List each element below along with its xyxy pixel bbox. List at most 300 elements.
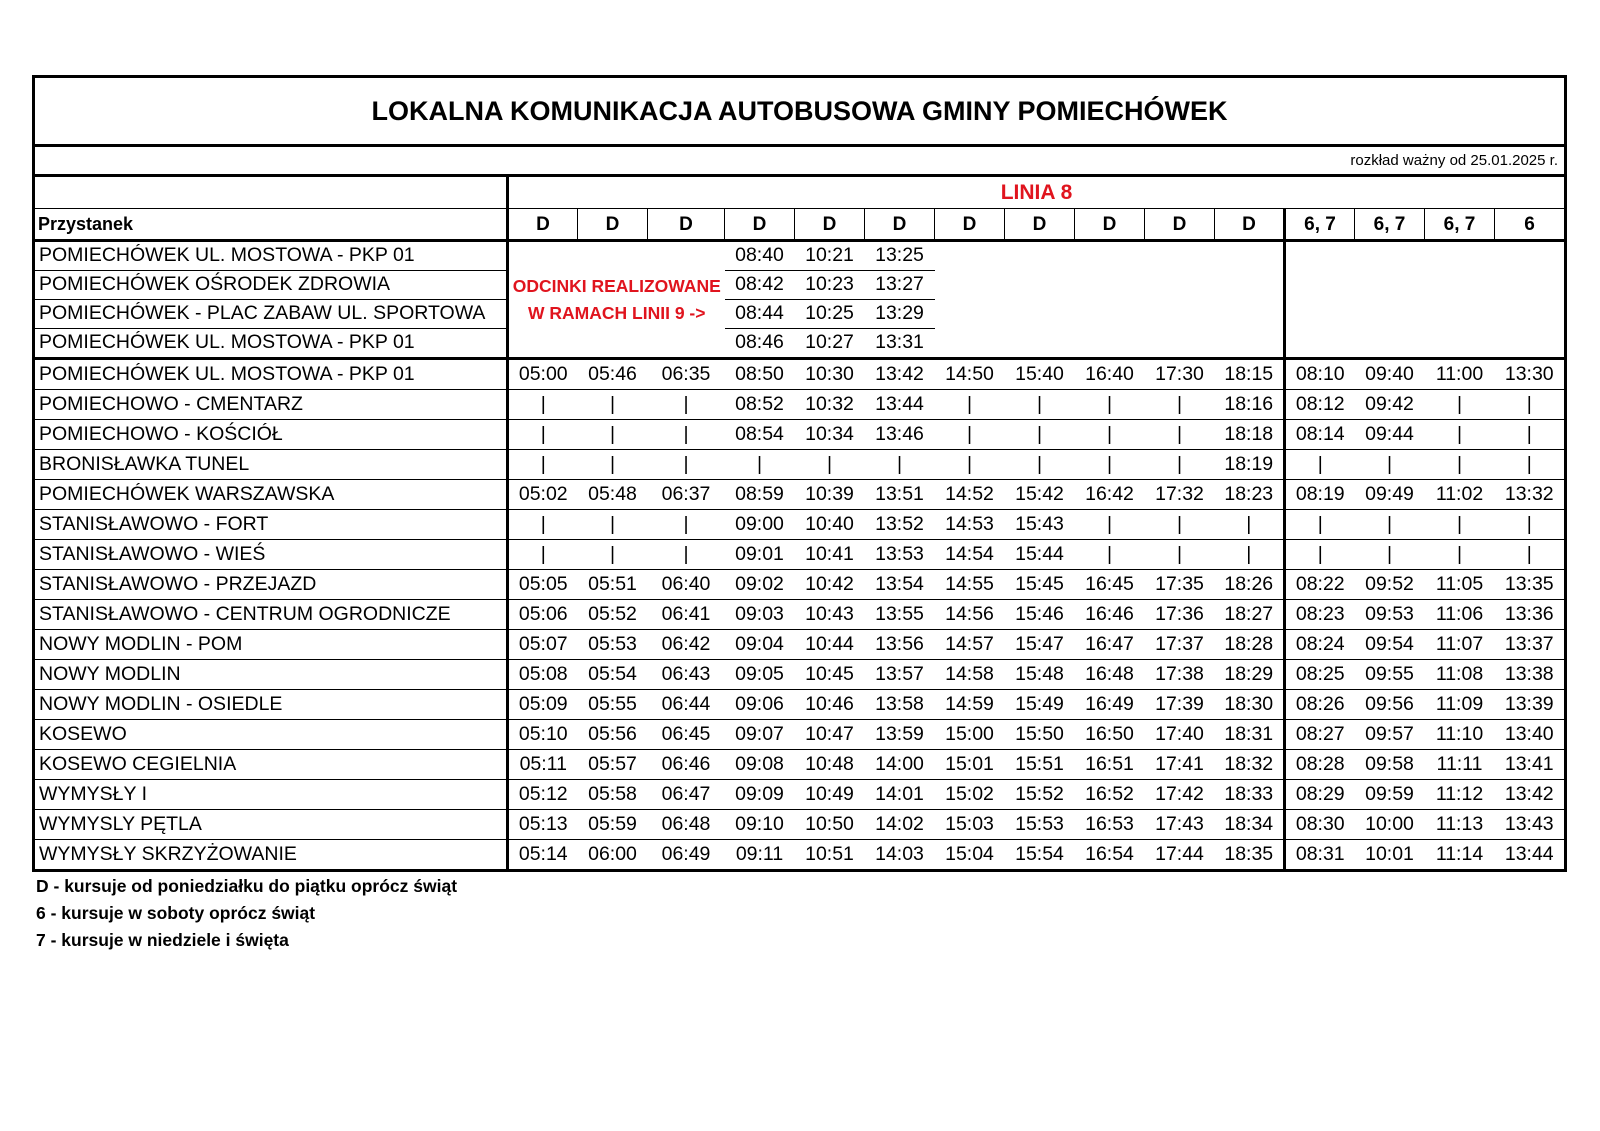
departure-time: 13:54 — [865, 570, 935, 600]
departure-time: 18:30 — [1215, 690, 1285, 720]
departure-time: 11:12 — [1425, 780, 1495, 810]
departure-time: 06:42 — [648, 630, 725, 660]
table-row — [34, 510, 1566, 540]
departure-time: 08:30 — [1285, 810, 1355, 840]
pass-through-mark: | — [1285, 510, 1355, 540]
pass-through-mark: | — [1285, 540, 1355, 570]
departure-time: 05:56 — [578, 720, 648, 750]
pass-through-mark: | — [1355, 510, 1425, 540]
stop-name: POMIECHÓWEK OŚRODEK ZDROWIA — [34, 271, 508, 300]
departure-time: 15:40 — [1005, 359, 1075, 390]
day-code-header: 6, 7 — [1285, 209, 1355, 241]
departure-time: 13:56 — [865, 630, 935, 660]
departure-time: 06:43 — [648, 660, 725, 690]
departure-time: 10:43 — [795, 600, 865, 630]
stop-name: BRONISŁAWKA TUNEL — [34, 450, 508, 480]
departure-time: 16:50 — [1075, 720, 1145, 750]
departure-time: 09:07 — [725, 720, 795, 750]
departure-time: 11:06 — [1425, 600, 1495, 630]
departure-time: 09:58 — [1355, 750, 1425, 780]
stop-name: POMIECHÓWEK UL. MOSTOWA - PKP 01 — [34, 241, 508, 271]
departure-time: 08:25 — [1285, 660, 1355, 690]
departure-time: 08:10 — [1285, 359, 1355, 390]
departure-time: 05:08 — [508, 660, 578, 690]
departure-time: 09:40 — [1355, 359, 1425, 390]
departure-time: 13:53 — [865, 540, 935, 570]
departure-time: 17:41 — [1145, 750, 1215, 780]
pass-through-mark: | — [1075, 510, 1145, 540]
table-row — [34, 690, 1566, 720]
line-name: LINIA 8 — [508, 176, 1566, 209]
pass-through-mark: | — [1425, 510, 1495, 540]
pass-through-mark: | — [1355, 450, 1425, 480]
pass-through-mark: | — [648, 510, 725, 540]
pass-through-mark: | — [508, 510, 578, 540]
departure-time: 16:51 — [1075, 750, 1145, 780]
departure-time: 13:35 — [1495, 570, 1566, 600]
departure-time: 13:37 — [1495, 630, 1566, 660]
departure-time: 09:55 — [1355, 660, 1425, 690]
departure-time: 14:00 — [865, 750, 935, 780]
empty-weekend-block — [1285, 241, 1566, 359]
departure-time: 18:33 — [1215, 780, 1285, 810]
departure-time: 08:42 — [725, 271, 795, 300]
departure-time: 13:43 — [1495, 810, 1566, 840]
departure-time: 09:02 — [725, 570, 795, 600]
departure-time: 13:44 — [865, 390, 935, 420]
pass-through-mark: | — [1075, 450, 1145, 480]
departure-time: 16:48 — [1075, 660, 1145, 690]
departure-time: 09:44 — [1355, 420, 1425, 450]
stop-name: STANISŁAWOWO - CENTRUM OGRODNICZE — [34, 600, 508, 630]
pass-through-mark: | — [508, 540, 578, 570]
departure-time: 17:37 — [1145, 630, 1215, 660]
departure-time: 06:00 — [578, 840, 648, 871]
departure-time: 09:05 — [725, 660, 795, 690]
departure-time: 08:50 — [725, 359, 795, 390]
pass-through-mark: | — [1495, 510, 1566, 540]
departure-time: 17:32 — [1145, 480, 1215, 510]
departure-time: 13:41 — [1495, 750, 1566, 780]
departure-time: 13:42 — [865, 359, 935, 390]
pass-through-mark: | — [1075, 420, 1145, 450]
departure-time: 15:00 — [935, 720, 1005, 750]
day-code-header: D — [935, 209, 1005, 241]
pass-through-mark: | — [578, 390, 648, 420]
departure-time: 18:28 — [1215, 630, 1285, 660]
stop-name: STANISŁAWOWO - PRZEJAZD — [34, 570, 508, 600]
departure-time: 14:54 — [935, 540, 1005, 570]
departure-time: 10:42 — [795, 570, 865, 600]
departure-time: 14:01 — [865, 780, 935, 810]
departure-time: 05:07 — [508, 630, 578, 660]
pass-through-mark: | — [578, 540, 648, 570]
pass-through-mark: | — [1355, 540, 1425, 570]
day-code-header: D — [508, 209, 578, 241]
stop-name: WYMYSLY PĘTLA — [34, 810, 508, 840]
departure-time: 17:40 — [1145, 720, 1215, 750]
pass-through-mark: | — [935, 450, 1005, 480]
pass-through-mark: | — [1215, 540, 1285, 570]
departure-time: 10:30 — [795, 359, 865, 390]
departure-time: 08:14 — [1285, 420, 1355, 450]
departure-time: 09:56 — [1355, 690, 1425, 720]
table-row — [34, 840, 1566, 871]
departure-time: 05:48 — [578, 480, 648, 510]
departure-time: 13:44 — [1495, 840, 1566, 871]
pass-through-mark: | — [648, 540, 725, 570]
departure-time: 05:58 — [578, 780, 648, 810]
pass-through-mark: | — [578, 510, 648, 540]
departure-time: 09:10 — [725, 810, 795, 840]
departure-time: 05:59 — [578, 810, 648, 840]
departure-time: 15:44 — [1005, 540, 1075, 570]
departure-time: 09:03 — [725, 600, 795, 630]
departure-time: 13:59 — [865, 720, 935, 750]
day-code-header: 6 — [1495, 209, 1566, 241]
departure-time: 06:45 — [648, 720, 725, 750]
departure-time: 06:48 — [648, 810, 725, 840]
departure-time: 17:44 — [1145, 840, 1215, 871]
departure-time: 18:26 — [1215, 570, 1285, 600]
departure-time: 05:06 — [508, 600, 578, 630]
departure-time: 10:25 — [795, 300, 865, 329]
line-9-segment-note: ODCINKI REALIZOWANE W RAMACH LINII 9 -> — [512, 275, 721, 323]
pass-through-mark: | — [1425, 540, 1495, 570]
timetable-sheet — [32, 75, 1564, 872]
stop-name: POMIECHÓWEK UL. MOSTOWA - PKP 01 — [34, 359, 508, 390]
departure-time: 05:02 — [508, 480, 578, 510]
departure-time: 17:42 — [1145, 780, 1215, 810]
stop-name: WYMYSŁY SKRZYŻOWANIE — [34, 840, 508, 871]
day-code-header: D — [578, 209, 648, 241]
stop-name: WYMYSŁY I — [34, 780, 508, 810]
departure-time: 10:21 — [795, 241, 865, 271]
departure-time: 08:22 — [1285, 570, 1355, 600]
departure-time: 14:56 — [935, 600, 1005, 630]
departure-time: 17:38 — [1145, 660, 1215, 690]
departure-time: 10:51 — [795, 840, 865, 871]
pass-through-mark: | — [1075, 390, 1145, 420]
departure-time: 14:59 — [935, 690, 1005, 720]
departure-time: 15:47 — [1005, 630, 1075, 660]
pass-through-mark: | — [1145, 390, 1215, 420]
departure-time: 08:28 — [1285, 750, 1355, 780]
departure-time: 08:27 — [1285, 720, 1355, 750]
departure-time: 13:32 — [1495, 480, 1566, 510]
departure-time: 10:39 — [795, 480, 865, 510]
stop-name: NOWY MODLIN - OSIEDLE — [34, 690, 508, 720]
departure-time: 11:09 — [1425, 690, 1495, 720]
pass-through-mark: | — [1425, 420, 1495, 450]
departure-time: 18:32 — [1215, 750, 1285, 780]
pass-through-mark: | — [1215, 510, 1285, 540]
departure-time: 08:44 — [725, 300, 795, 329]
pass-through-mark: | — [648, 420, 725, 450]
departure-time: 16:49 — [1075, 690, 1145, 720]
departure-time: 16:45 — [1075, 570, 1145, 600]
departure-time: 13:52 — [865, 510, 935, 540]
stop-name: KOSEWO CEGIELNIA — [34, 750, 508, 780]
table-row — [34, 420, 1566, 450]
departure-time: 09:06 — [725, 690, 795, 720]
departure-time: 08:19 — [1285, 480, 1355, 510]
pass-through-mark: | — [578, 420, 648, 450]
departure-time: 15:46 — [1005, 600, 1075, 630]
departure-time: 10:48 — [795, 750, 865, 780]
departure-time: 15:43 — [1005, 510, 1075, 540]
departure-time: 06:47 — [648, 780, 725, 810]
departure-time: 15:50 — [1005, 720, 1075, 750]
pass-through-mark: | — [1425, 450, 1495, 480]
departure-time: 17:39 — [1145, 690, 1215, 720]
departure-time: 10:45 — [795, 660, 865, 690]
departure-time: 14:03 — [865, 840, 935, 871]
departure-time: 05:52 — [578, 600, 648, 630]
departure-time: 08:46 — [735, 331, 784, 354]
departure-time: 11:07 — [1425, 630, 1495, 660]
departure-time: 15:54 — [1005, 840, 1075, 871]
departure-time: 09:09 — [725, 780, 795, 810]
departure-time: 08:29 — [1285, 780, 1355, 810]
pass-through-mark: | — [865, 450, 935, 480]
departure-time: 13:57 — [865, 660, 935, 690]
departure-time: 18:18 — [1215, 420, 1285, 450]
departure-time: 18:35 — [1215, 840, 1285, 871]
pass-through-mark: | — [1495, 420, 1566, 450]
departure-time: 14:52 — [935, 480, 1005, 510]
departure-time: 06:46 — [648, 750, 725, 780]
departure-time: 09:52 — [1355, 570, 1425, 600]
departure-time: 15:45 — [1005, 570, 1075, 600]
pass-through-mark: | — [1285, 450, 1355, 480]
departure-time: 09:59 — [1355, 780, 1425, 810]
table-row — [34, 720, 1566, 750]
departure-time: 14:57 — [935, 630, 1005, 660]
departure-time: 08:40 — [725, 241, 795, 271]
table-row — [34, 780, 1566, 810]
stop-name: POMIECHÓWEK WARSZAWSKA — [34, 480, 508, 510]
legend-7: 7 - kursuje w niedziele i święta — [36, 930, 289, 950]
departure-time: 09:54 — [1355, 630, 1425, 660]
departure-time: 18:29 — [1215, 660, 1285, 690]
departure-time: 18:16 — [1215, 390, 1285, 420]
table-row — [34, 450, 1566, 480]
departure-time: 10:00 — [1355, 810, 1425, 840]
pass-through-mark: | — [1495, 450, 1566, 480]
departure-time: 05:10 — [508, 720, 578, 750]
departure-time: 05:46 — [578, 359, 648, 390]
day-code-header: D — [1215, 209, 1285, 241]
departure-time: 11:14 — [1425, 840, 1495, 871]
pass-through-mark: | — [508, 450, 578, 480]
departure-time: 09:11 — [725, 840, 795, 871]
departure-time: 10:34 — [795, 420, 865, 450]
table-row — [34, 750, 1566, 780]
departure-time: 13:42 — [1495, 780, 1566, 810]
day-code-header: D — [1145, 209, 1215, 241]
departure-time: 06:44 — [648, 690, 725, 720]
departure-time: 09:57 — [1355, 720, 1425, 750]
departure-time: 15:52 — [1005, 780, 1075, 810]
table-row — [34, 660, 1566, 690]
departure-time: 16:54 — [1075, 840, 1145, 871]
pass-through-mark: | — [725, 450, 795, 480]
departure-time: 10:50 — [795, 810, 865, 840]
departure-time: 08:23 — [1285, 600, 1355, 630]
departure-time: 08:31 — [1285, 840, 1355, 871]
departure-time: 05:53 — [578, 630, 648, 660]
pass-through-mark: | — [648, 450, 725, 480]
departure-time: 10:23 — [795, 271, 865, 300]
departure-time: 15:48 — [1005, 660, 1075, 690]
pass-through-mark: | — [795, 450, 865, 480]
departure-time: 11:08 — [1425, 660, 1495, 690]
pass-through-mark: | — [1145, 510, 1215, 540]
departure-time: 05:00 — [508, 359, 578, 390]
line-header-blank — [34, 176, 508, 209]
valid-from-note: rozkład ważny od 25.01.2025 r. — [34, 146, 1566, 176]
departure-time: 09:00 — [725, 510, 795, 540]
departure-time: 18:15 — [1215, 359, 1285, 390]
day-code-header: D — [725, 209, 795, 241]
departure-time: 09:49 — [1355, 480, 1425, 510]
day-code-header: D — [865, 209, 935, 241]
departure-time: 05:11 — [508, 750, 578, 780]
departure-time: 18:19 — [1215, 450, 1285, 480]
departure-time: 16:42 — [1075, 480, 1145, 510]
table-row — [34, 540, 1566, 570]
departure-time: 09:01 — [725, 540, 795, 570]
pass-through-mark: | — [1495, 390, 1566, 420]
departure-time: 05:05 — [508, 570, 578, 600]
departure-time: 14:55 — [935, 570, 1005, 600]
departure-time: 13:38 — [1495, 660, 1566, 690]
departure-time: 08:52 — [725, 390, 795, 420]
departure-time: 16:40 — [1075, 359, 1145, 390]
stop-name: KOSEWO — [34, 720, 508, 750]
departure-time: 18:27 — [1215, 600, 1285, 630]
departure-time: 13:30 — [1495, 359, 1566, 390]
departure-time: 05:13 — [508, 810, 578, 840]
table-row — [34, 390, 1566, 420]
stop-name: STANISŁAWOWO - WIEŚ — [34, 540, 508, 570]
pass-through-mark: | — [1005, 390, 1075, 420]
pass-through-mark: | — [1495, 540, 1566, 570]
departure-time: 15:02 — [935, 780, 1005, 810]
table-row — [34, 810, 1566, 840]
departure-time: 14:02 — [865, 810, 935, 840]
pass-through-mark: | — [578, 450, 648, 480]
departure-time: 15:03 — [935, 810, 1005, 840]
departure-time: 09:08 — [725, 750, 795, 780]
departure-time: 09:04 — [725, 630, 795, 660]
departure-time: 13:29 — [865, 300, 935, 329]
departure-time: 13:46 — [865, 420, 935, 450]
departure-time: 16:47 — [1075, 630, 1145, 660]
stop-name: POMIECHOWO - CMENTARZ — [34, 390, 508, 420]
departure-time: 10:32 — [795, 390, 865, 420]
departure-time: 05:57 — [578, 750, 648, 780]
pass-through-mark: | — [935, 420, 1005, 450]
departure-time: 05:09 — [508, 690, 578, 720]
day-code-header: D — [648, 209, 725, 241]
table-row — [34, 630, 1566, 660]
departure-time: 16:52 — [1075, 780, 1145, 810]
departure-time: 06:49 — [648, 840, 725, 871]
departure-time: 14:58 — [935, 660, 1005, 690]
stop-name: POMIECHÓWEK - PLAC ZABAW UL. SPORTOWA — [34, 300, 508, 329]
departure-time: 10:46 — [795, 690, 865, 720]
departure-time: 11:00 — [1425, 359, 1495, 390]
departure-time: 11:02 — [1425, 480, 1495, 510]
pass-through-mark: | — [935, 390, 1005, 420]
departure-time: 09:42 — [1355, 390, 1425, 420]
departure-time: 05:54 — [578, 660, 648, 690]
departure-time: 11:13 — [1425, 810, 1495, 840]
departure-time: 17:35 — [1145, 570, 1215, 600]
departure-time: 05:55 — [578, 690, 648, 720]
departure-time: 05:51 — [578, 570, 648, 600]
departure-time: 06:40 — [648, 570, 725, 600]
departure-time: 13:31 — [875, 331, 924, 354]
pass-through-mark: | — [508, 390, 578, 420]
stop-name: POMIECHOWO - KOŚCIÓŁ — [34, 420, 508, 450]
departure-time: 15:42 — [1005, 480, 1075, 510]
departure-time: 10:01 — [1355, 840, 1425, 871]
departure-time: 09:53 — [1355, 600, 1425, 630]
pass-through-mark: | — [1145, 420, 1215, 450]
departure-time: 15:51 — [1005, 750, 1075, 780]
pass-through-mark: | — [1145, 540, 1215, 570]
departure-time: 11:11 — [1425, 750, 1495, 780]
pass-through-mark: | — [1145, 450, 1215, 480]
departure-time: 14:53 — [935, 510, 1005, 540]
day-code-header: D — [1005, 209, 1075, 241]
departure-time: 08:59 — [725, 480, 795, 510]
departure-time: 05:12 — [508, 780, 578, 810]
pass-through-mark: | — [648, 390, 725, 420]
pass-through-mark: | — [1005, 420, 1075, 450]
departure-time: 13:55 — [865, 600, 935, 630]
table-row — [34, 359, 1566, 390]
day-code-header: 6, 7 — [1355, 209, 1425, 241]
departure-time: 13:51 — [865, 480, 935, 510]
departure-time: 17:36 — [1145, 600, 1215, 630]
departure-time: 15:01 — [935, 750, 1005, 780]
departure-time: 06:37 — [648, 480, 725, 510]
table-row — [34, 570, 1566, 600]
departure-time: 17:43 — [1145, 810, 1215, 840]
departure-time: 11:05 — [1425, 570, 1495, 600]
departure-time: 06:35 — [648, 359, 725, 390]
day-code-header: D — [1075, 209, 1145, 241]
departure-time: 15:49 — [1005, 690, 1075, 720]
pass-through-mark: | — [508, 420, 578, 450]
departure-time: 16:53 — [1075, 810, 1145, 840]
empty-weekday-block — [935, 241, 1285, 359]
departure-time: 05:14 — [508, 840, 578, 871]
legend-d: D - kursuje od poniedziałku do piątku oprócz świąt — [36, 876, 458, 896]
departure-time: 17:30 — [1145, 359, 1215, 390]
stop-name: POMIECHÓWEK UL. MOSTOWA - PKP 01 — [34, 329, 508, 359]
legend-6: 6 - kursuje w soboty oprócz świąt — [36, 903, 316, 923]
departure-time: 10:47 — [795, 720, 865, 750]
departure-time: 08:24 — [1285, 630, 1355, 660]
departure-time: 13:25 — [865, 241, 935, 271]
departure-time: 10:44 — [795, 630, 865, 660]
table-row — [34, 480, 1566, 510]
